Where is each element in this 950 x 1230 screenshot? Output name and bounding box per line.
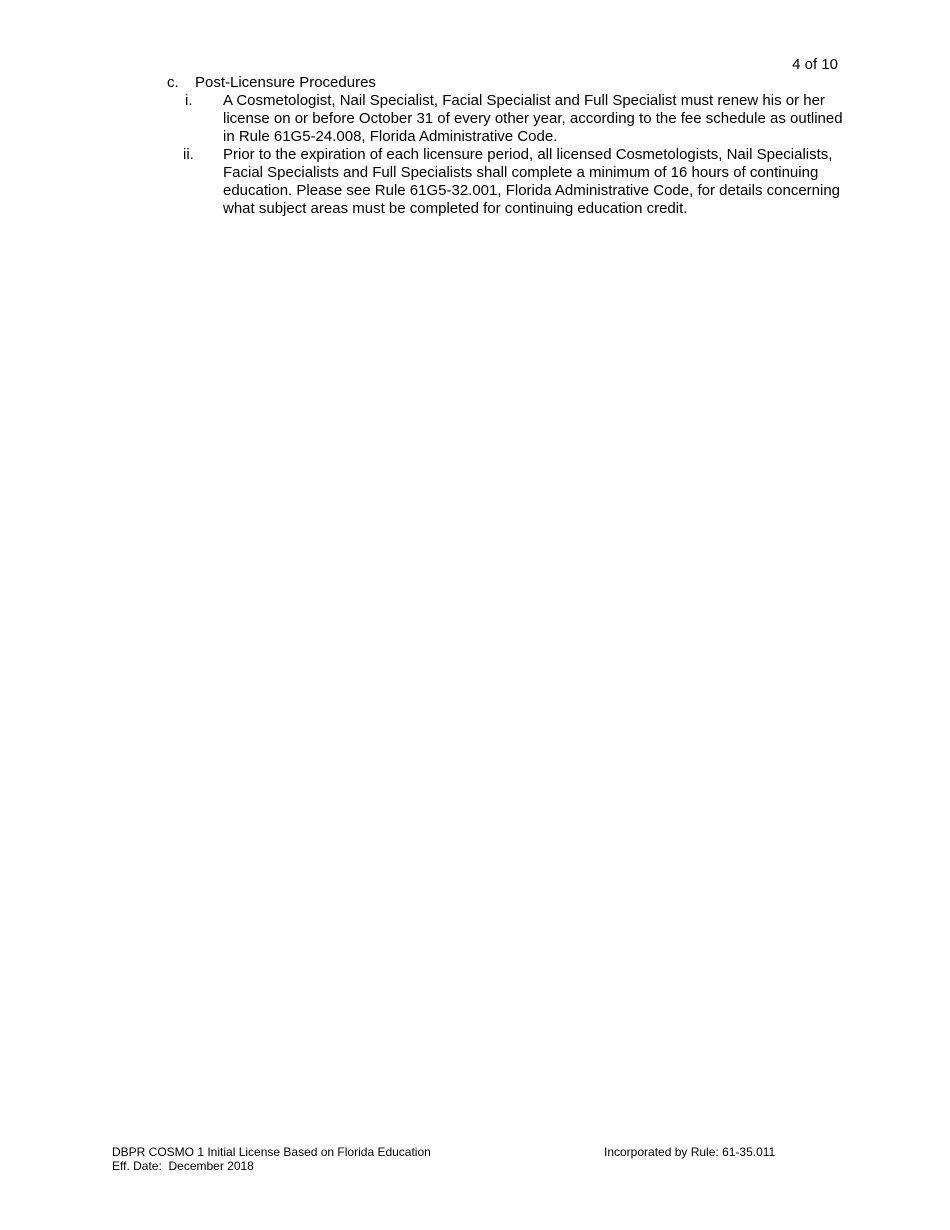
section-marker: c. [167,74,179,91]
section-heading [167,74,847,92]
section-title: Post-Licensure Procedures [195,74,376,91]
post-licensure-section [167,74,847,218]
list-item-marker: i. [185,92,193,109]
list-item [167,92,847,146]
list-item-text: A Cosmetologist, Nail Specialist, Facial Specialist and Full Specialist must renew his or her license on or before October 31 of every other year, according to the fee schedule as outlined in Rule 61G5-24.008, Florida Administrative Code. [223,92,843,145]
page-number: 4 of 10 [792,56,838,73]
list-item-text: Prior to the expiration of each licensure period, all licensed Cosmetologists, Nail Specialists, Facial Specialists and Full Specialists shall complete a minimum of 16 hours of continuing education. Please see Rule 61G5-32.001, Florida Administrative Code, for details concerning what subject areas must be completed for continuing education credit. [223,146,841,217]
form-title: DBPR COSMO 1 Initial License Based on Florida Education [112,1145,431,1159]
section-list [167,92,847,218]
incorporated-by-rule: Incorporated by Rule: 61-35.011 [604,1145,776,1159]
list-item-marker: ii. [183,146,194,163]
list-item [167,146,847,218]
effective-date: Eff. Date: December 2018 [112,1159,254,1173]
footer-left [112,1145,431,1173]
